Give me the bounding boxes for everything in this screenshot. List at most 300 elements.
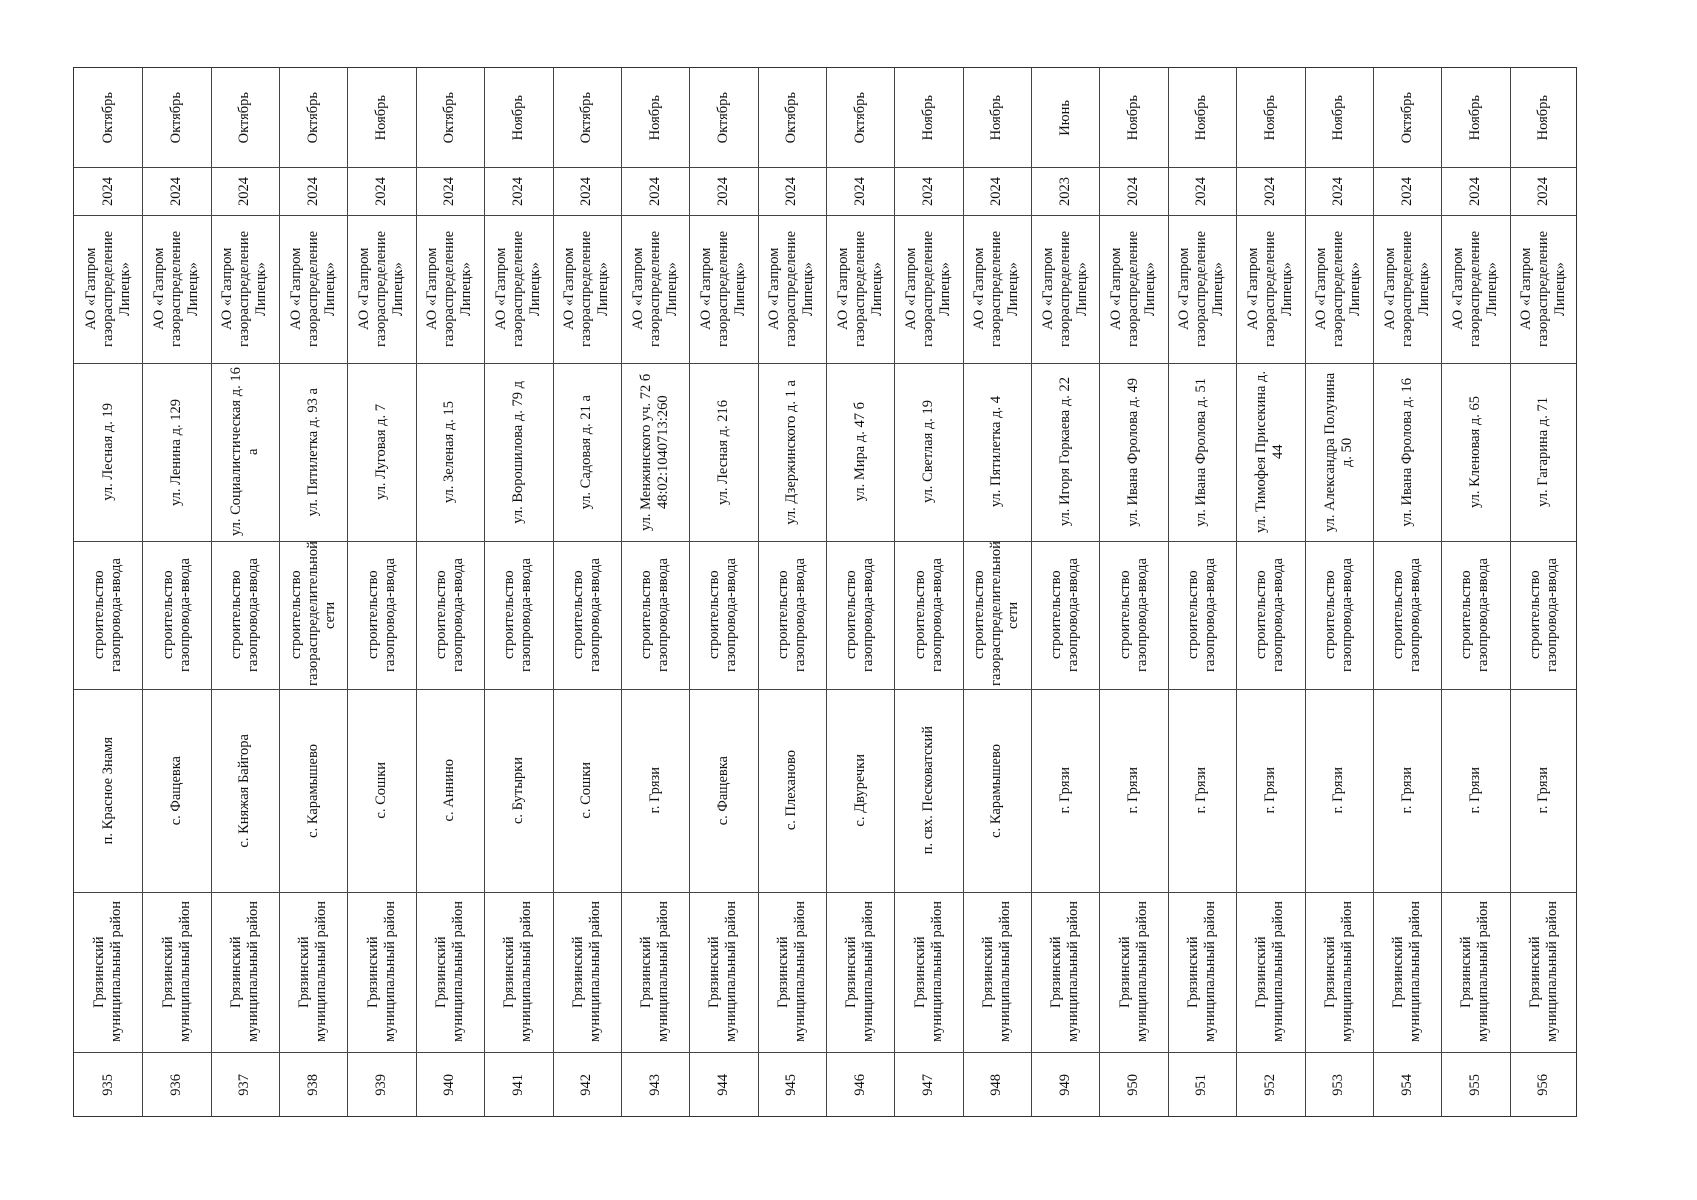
month-cell-text: Октябрь (441, 91, 458, 144)
year-cell (689, 167, 757, 215)
address-cell-text: ул. Пятилетка д. 93 а (304, 387, 321, 517)
locality-cell-text: с. Сошки (373, 762, 390, 819)
month-cell-text: Ноябрь (920, 94, 937, 141)
work-type-cell (416, 541, 484, 689)
organization-cell-text: АО «Газпром газораспределение Липецк» (492, 230, 543, 348)
row-number (553, 1052, 621, 1118)
address-cell (621, 363, 689, 541)
year-cell (211, 167, 279, 215)
locality-cell-text: г. Грязи (1466, 767, 1483, 814)
district-cell-text: Грязинский муниципальный район (1321, 901, 1355, 1043)
work-type-cell-text: строительство газораспределительной сети (287, 541, 338, 686)
month-cell (347, 68, 415, 167)
month-cell (1099, 68, 1167, 167)
district-cell-text: Грязинский муниципальный район (227, 901, 261, 1043)
work-type-cell-text: строительство газопровода-ввода (159, 558, 193, 672)
organization-cell (74, 215, 142, 363)
district-cell-text: Грязинский муниципальный район (296, 901, 330, 1043)
row-number (1373, 1052, 1441, 1118)
locality-cell (553, 689, 621, 892)
locality-cell (1373, 689, 1441, 892)
address-cell (347, 363, 415, 541)
work-type-cell (1305, 541, 1373, 689)
locality-cell (894, 689, 962, 892)
row-number-text: 944 (714, 1074, 731, 1096)
address-cell (1373, 363, 1441, 541)
address-cell (1099, 363, 1167, 541)
organization-cell (211, 215, 279, 363)
row-number-text: 947 (920, 1074, 937, 1096)
district-cell (347, 892, 415, 1052)
work-type-cell (1441, 541, 1509, 689)
locality-cell (1031, 689, 1099, 892)
locality-cell (963, 689, 1031, 892)
organization-cell (621, 215, 689, 363)
year-cell (74, 167, 142, 215)
locality-cell (347, 689, 415, 892)
year-cell-text: 2024 (99, 176, 116, 206)
work-type-cell (347, 541, 415, 689)
district-cell (484, 892, 552, 1052)
organization-cell (1441, 215, 1509, 363)
address-cell-text: ул. Ворошилова д. 79 д (509, 380, 526, 524)
district-cell (1510, 892, 1578, 1052)
month-cell-text: Октябрь (304, 91, 321, 144)
locality-cell (826, 689, 894, 892)
address-cell (142, 363, 210, 541)
locality-cell-text: г. Грязи (1056, 767, 1073, 814)
district-cell (758, 892, 826, 1052)
district-cell (211, 892, 279, 1052)
district-cell (279, 892, 347, 1052)
month-cell (963, 68, 1031, 167)
work-type-cell-text: строительство газопровода-ввода (364, 558, 398, 672)
address-cell-text: ул. Игоря Горкаева д. 22 (1056, 377, 1073, 527)
district-cell (416, 892, 484, 1052)
row-number (416, 1052, 484, 1118)
locality-cell-text: г. Грязи (1125, 767, 1142, 814)
work-type-cell-text: строительство газопровода-ввода (1116, 558, 1150, 672)
row-number-text: 941 (509, 1074, 526, 1096)
district-cell (1441, 892, 1509, 1052)
address-cell (416, 363, 484, 541)
locality-cell (621, 689, 689, 892)
year-cell-text: 2024 (236, 176, 253, 206)
row-number-text: 935 (99, 1074, 116, 1096)
locality-cell-text: п. свх. Песковатский (920, 726, 937, 855)
row-number (1510, 1052, 1578, 1118)
locality-cell-text: г. Грязи (646, 767, 663, 814)
address-cell (894, 363, 962, 541)
month-cell-text: Октябрь (99, 91, 116, 144)
locality-cell-text: п. Красное Знамя (99, 736, 116, 845)
month-cell (484, 68, 552, 167)
month-cell (142, 68, 210, 167)
locality-cell-text: с. Плеханово (783, 750, 800, 831)
work-type-cell (1031, 541, 1099, 689)
work-type-cell (894, 541, 962, 689)
district-cell (1236, 892, 1304, 1052)
locality-cell (689, 689, 757, 892)
month-cell (1031, 68, 1099, 167)
work-type-cell-text: строительство газопровода-ввода (569, 558, 603, 672)
row-number (1305, 1052, 1373, 1118)
locality-cell (142, 689, 210, 892)
year-cell (621, 167, 689, 215)
district-cell-text: Грязинский муниципальный район (1048, 901, 1082, 1043)
organization-cell (1305, 215, 1373, 363)
year-cell (758, 167, 826, 215)
organization-cell (1373, 215, 1441, 363)
district-cell-text: Грязинский муниципальный район (501, 901, 535, 1043)
work-type-cell (621, 541, 689, 689)
row-number (894, 1052, 962, 1118)
district-cell-text: Грязинский муниципальный район (364, 901, 398, 1043)
locality-cell-text: г. Грязи (1193, 767, 1210, 814)
year-cell-text: 2024 (441, 176, 458, 206)
organization-cell-text: АО «Газпром газораспределение Липецк» (1313, 230, 1364, 348)
year-cell-text: 2024 (1261, 176, 1278, 206)
work-type-cell (1168, 541, 1236, 689)
locality-cell (416, 689, 484, 892)
year-cell-text: 2024 (783, 176, 800, 206)
locality-cell-text: с. Сошки (578, 762, 595, 819)
work-type-cell (689, 541, 757, 689)
address-cell-text: ул. Пятилетка д. 4 (988, 396, 1005, 508)
locality-cell-text: с. Аннино (441, 759, 458, 822)
month-cell (553, 68, 621, 167)
row-number (1168, 1052, 1236, 1118)
organization-cell (1099, 215, 1167, 363)
year-cell-text: 2024 (1466, 176, 1483, 206)
address-cell-text: ул. Луговая д. 7 (373, 404, 390, 500)
address-cell (553, 363, 621, 541)
row-number-text: 937 (236, 1074, 253, 1096)
organization-cell (758, 215, 826, 363)
address-cell (758, 363, 826, 541)
work-type-cell-text: строительство газопровода-ввода (501, 558, 535, 672)
organization-cell-text: АО «Газпром газораспределение Липецк» (1176, 230, 1227, 348)
row-number (963, 1052, 1031, 1118)
work-type-cell (484, 541, 552, 689)
organization-cell-text: АО «Газпром газораспределение Липецк» (834, 230, 885, 348)
address-cell (279, 363, 347, 541)
district-cell-text: Грязинский муниципальный район (432, 901, 466, 1043)
row-number-text: 956 (1535, 1074, 1552, 1096)
district-cell-text: Грязинский муниципальный район (91, 901, 125, 1043)
year-cell-text: 2024 (988, 176, 1005, 206)
locality-cell (1236, 689, 1304, 892)
rotated-table (73, 67, 1577, 1117)
locality-cell (758, 689, 826, 892)
row-number-text: 942 (578, 1074, 595, 1096)
year-cell (894, 167, 962, 215)
month-cell-text: Октябрь (168, 91, 185, 144)
locality-cell-text: г. Грязи (1398, 767, 1415, 814)
district-cell-text: Грязинский муниципальный район (1390, 901, 1424, 1043)
work-type-cell (1236, 541, 1304, 689)
row-number-text: 955 (1466, 1074, 1483, 1096)
year-cell (1031, 167, 1099, 215)
row-number (689, 1052, 757, 1118)
address-cell-text: ул. Менжинского уч. 72 б 48:02:1040713:260 (638, 373, 672, 531)
year-cell-text: 2024 (851, 176, 868, 206)
row-number (484, 1052, 552, 1118)
district-cell-text: Грязинский муниципальный район (1184, 901, 1218, 1043)
year-cell-text: 2024 (168, 176, 185, 206)
month-cell (1441, 68, 1509, 167)
month-cell-text: Октябрь (851, 91, 868, 144)
work-type-cell (963, 541, 1031, 689)
year-cell-text: 2024 (714, 176, 731, 206)
district-cell-text: Грязинский муниципальный район (706, 901, 740, 1043)
work-type-cell (1510, 541, 1578, 689)
month-cell (1510, 68, 1578, 167)
month-cell (826, 68, 894, 167)
row-number-text: 954 (1398, 1074, 1415, 1096)
row-number-text: 943 (646, 1074, 663, 1096)
address-cell-text: ул. Ивана Фролова д. 51 (1193, 377, 1210, 527)
locality-cell-text: с. Фащевка (714, 755, 731, 826)
organization-cell (826, 215, 894, 363)
year-cell-text: 2024 (1330, 176, 1347, 206)
month-cell-text: Октябрь (714, 91, 731, 144)
district-cell (1168, 892, 1236, 1052)
district-cell (142, 892, 210, 1052)
locality-cell (279, 689, 347, 892)
address-cell-text: ул. Мира д. 47 б (851, 402, 868, 502)
month-cell-text: Октябрь (578, 91, 595, 144)
work-type-cell-text: строительство газопровода-ввода (1048, 558, 1082, 672)
locality-cell-text: с. Княжая Байгора (236, 733, 253, 848)
row-number-text: 949 (1056, 1074, 1073, 1096)
month-cell-text: Ноябрь (1261, 94, 1278, 141)
work-type-cell-text: строительство газопровода-ввода (638, 558, 672, 672)
locality-cell (74, 689, 142, 892)
work-type-cell (1373, 541, 1441, 689)
address-cell-text: ул. Дзержинского д. 1 а (783, 379, 800, 525)
address-cell (484, 363, 552, 541)
year-cell-text: 2023 (1056, 176, 1073, 206)
work-type-cell-text: строительство газопровода-ввода (774, 558, 808, 672)
year-cell-text: 2024 (920, 176, 937, 206)
locality-cell (1441, 689, 1509, 892)
row-number-text: 953 (1330, 1074, 1347, 1096)
year-cell (963, 167, 1031, 215)
locality-cell-text: г. Грязи (1535, 767, 1552, 814)
locality-cell (484, 689, 552, 892)
year-cell (1168, 167, 1236, 215)
work-type-cell-text: строительство газопровода-ввода (1526, 558, 1560, 672)
year-cell (142, 167, 210, 215)
row-number-text: 946 (851, 1074, 868, 1096)
organization-cell (484, 215, 552, 363)
organization-cell (689, 215, 757, 363)
organization-cell-text: АО «Газпром газораспределение Липецк» (971, 230, 1022, 348)
district-cell (621, 892, 689, 1052)
address-cell (826, 363, 894, 541)
row-number-text: 939 (373, 1074, 390, 1096)
locality-cell-text: с. Бутырки (509, 756, 526, 825)
district-cell-text: Грязинский муниципальный район (979, 901, 1013, 1043)
organization-cell-text: АО «Газпром газораспределение Липецк» (561, 230, 612, 348)
work-type-cell-text: строительство газопровода-ввода (432, 558, 466, 672)
organization-cell-text: АО «Газпром газораспределение Липецк» (1244, 230, 1295, 348)
locality-cell (1305, 689, 1373, 892)
locality-cell (1099, 689, 1167, 892)
district-cell-text: Грязинский муниципальный район (911, 901, 945, 1043)
year-cell-text: 2024 (1125, 176, 1142, 206)
month-cell (211, 68, 279, 167)
month-cell (758, 68, 826, 167)
organization-cell (142, 215, 210, 363)
row-number-text: 938 (304, 1074, 321, 1096)
row-number (279, 1052, 347, 1118)
organization-cell (347, 215, 415, 363)
row-number-text: 948 (988, 1074, 1005, 1096)
locality-cell-text: с. Карамышево (304, 743, 321, 838)
organization-cell (1510, 215, 1578, 363)
month-cell (894, 68, 962, 167)
district-cell (826, 892, 894, 1052)
address-cell-text: ул. Кленовая д. 65 (1466, 396, 1483, 508)
month-cell (1373, 68, 1441, 167)
address-cell (1305, 363, 1373, 541)
organization-cell-text: АО «Газпром газораспределение Липецк» (424, 230, 475, 348)
year-cell-text: 2024 (509, 176, 526, 206)
organization-cell-text: АО «Газпром газораспределение Липецк» (219, 230, 270, 348)
work-type-cell-text: строительство газопровода-ввода (1253, 558, 1287, 672)
address-cell-text: ул. Зеленая д. 15 (441, 400, 458, 504)
organization-cell (416, 215, 484, 363)
month-cell (1168, 68, 1236, 167)
year-cell-text: 2024 (1398, 176, 1415, 206)
month-cell (621, 68, 689, 167)
year-cell-text: 2024 (578, 176, 595, 206)
work-type-cell (211, 541, 279, 689)
district-cell-text: Грязинский муниципальный район (638, 901, 672, 1043)
row-number (74, 1052, 142, 1118)
year-cell (826, 167, 894, 215)
month-cell (689, 68, 757, 167)
district-cell-text: Грязинский муниципальный район (843, 901, 877, 1043)
month-cell (416, 68, 484, 167)
address-cell-text: ул. Ивана Фролова д. 49 (1125, 377, 1142, 527)
organization-cell-text: АО «Газпром газораспределение Липецк» (1518, 230, 1569, 348)
year-cell (1099, 167, 1167, 215)
district-cell (963, 892, 1031, 1052)
month-cell-text: Ноябрь (509, 94, 526, 141)
address-cell-text: ул. Лесная д. 19 (99, 403, 116, 501)
work-type-cell-text: строительство газопровода-ввода (91, 558, 125, 672)
locality-cell-text: с. Карамышево (988, 743, 1005, 838)
year-cell-text: 2024 (1535, 176, 1552, 206)
organization-cell-text: АО «Газпром газораспределение Липецк» (903, 230, 954, 348)
address-cell-text: ул. Ивана Фролова д. 16 (1398, 377, 1415, 527)
row-number-text: 951 (1193, 1074, 1210, 1096)
district-cell (1031, 892, 1099, 1052)
year-cell (553, 167, 621, 215)
month-cell-text: Ноябрь (1193, 94, 1210, 141)
row-number-text: 940 (441, 1074, 458, 1096)
organization-cell-text: АО «Газпром газораспределение Липецк» (1449, 230, 1500, 348)
work-type-cell-text: строительство газопровода-ввода (1184, 558, 1218, 672)
work-type-cell (826, 541, 894, 689)
year-cell-text: 2024 (373, 176, 390, 206)
row-number (211, 1052, 279, 1118)
address-cell (1236, 363, 1304, 541)
year-cell (1373, 167, 1441, 215)
year-cell-text: 2024 (304, 176, 321, 206)
address-cell-text: ул. Социалистическая д. 16 а (227, 367, 261, 537)
district-cell-text: Грязинский муниципальный район (1253, 901, 1287, 1043)
work-type-cell-text: строительство газопровода-ввода (1321, 558, 1355, 672)
work-type-cell (142, 541, 210, 689)
district-cell (1099, 892, 1167, 1052)
locality-cell-text: г. Грязи (1330, 767, 1347, 814)
address-cell (1031, 363, 1099, 541)
district-cell (1373, 892, 1441, 1052)
month-cell-text: Ноябрь (1330, 94, 1347, 141)
work-type-cell (1099, 541, 1167, 689)
address-cell (1441, 363, 1509, 541)
month-cell-text: Ноябрь (1125, 94, 1142, 141)
year-cell (279, 167, 347, 215)
month-cell (1236, 68, 1304, 167)
district-cell (1305, 892, 1373, 1052)
address-cell (689, 363, 757, 541)
row-number-text: 945 (783, 1074, 800, 1096)
month-cell (279, 68, 347, 167)
row-number (1099, 1052, 1167, 1118)
year-cell (416, 167, 484, 215)
month-cell-text: Ноябрь (646, 94, 663, 141)
locality-cell (1168, 689, 1236, 892)
work-type-cell (758, 541, 826, 689)
month-cell-text: Ноябрь (373, 94, 390, 141)
month-cell-text: Октябрь (783, 91, 800, 144)
work-type-cell-text: строительство газопровода-ввода (227, 558, 261, 672)
year-cell (1510, 167, 1578, 215)
address-cell (963, 363, 1031, 541)
year-cell (1305, 167, 1373, 215)
month-cell-text: Октябрь (236, 91, 253, 144)
month-cell-text: Ноябрь (1535, 94, 1552, 141)
organization-cell (553, 215, 621, 363)
row-number (347, 1052, 415, 1118)
locality-cell (1510, 689, 1578, 892)
row-number (1236, 1052, 1304, 1118)
district-cell (74, 892, 142, 1052)
locality-cell (211, 689, 279, 892)
month-cell (74, 68, 142, 167)
address-cell-text: ул. Александра Полунина д. 50 (1321, 372, 1355, 532)
row-number (758, 1052, 826, 1118)
organization-cell-text: АО «Газпром газораспределение Липецк» (766, 230, 817, 348)
organization-cell (1236, 215, 1304, 363)
work-type-cell-text: строительство газопровода-ввода (1458, 558, 1492, 672)
organization-cell (963, 215, 1031, 363)
address-cell (74, 363, 142, 541)
organization-cell (1031, 215, 1099, 363)
month-cell-text: Октябрь (1398, 91, 1415, 144)
month-cell-text: Июнь (1056, 99, 1073, 136)
year-cell (1236, 167, 1304, 215)
organization-cell (279, 215, 347, 363)
district-cell (553, 892, 621, 1052)
address-cell-text: ул. Гагарина д. 71 (1535, 397, 1552, 507)
address-cell-text: ул. Тимофея Присекина д. 44 (1253, 370, 1287, 534)
